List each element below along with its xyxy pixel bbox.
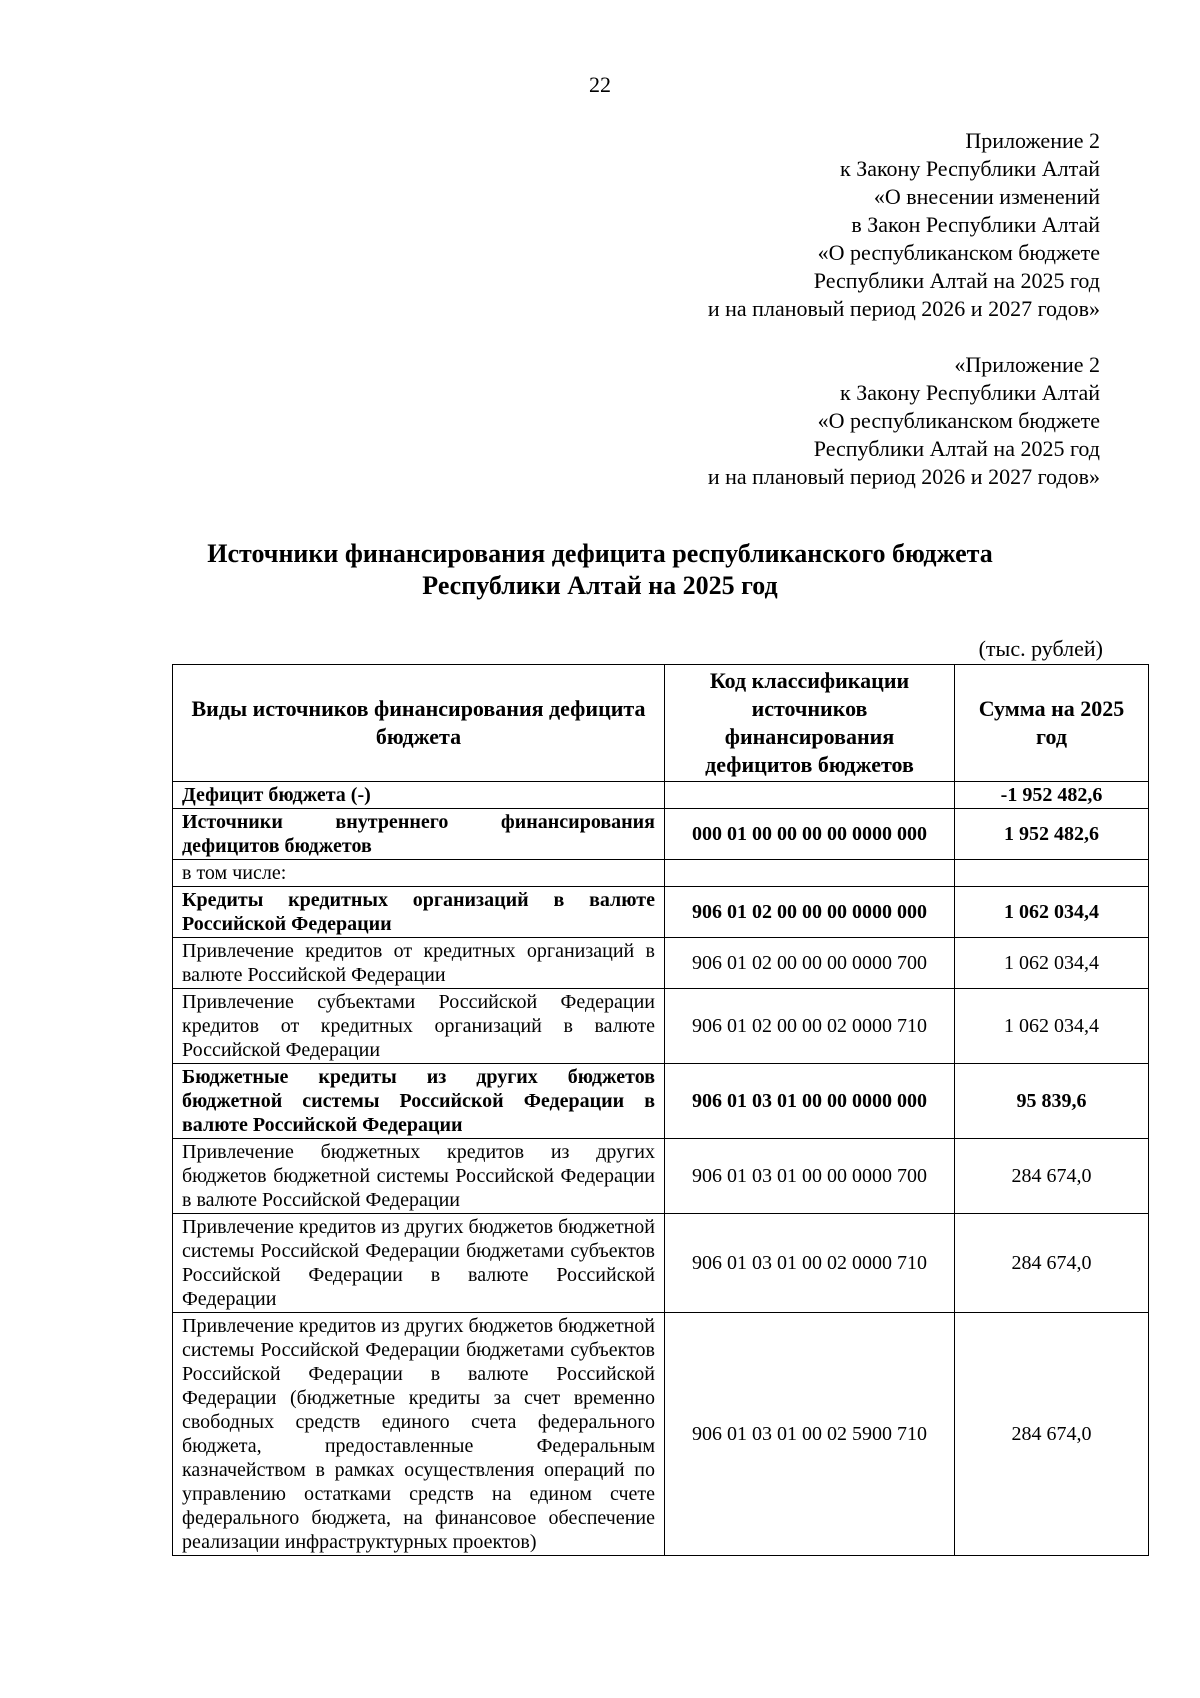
column-header-source-type: Виды источников финансирования дефицита бюджета xyxy=(173,665,665,782)
appendix-header xyxy=(500,127,1100,323)
cell-amount: 284 674,0 xyxy=(955,1139,1149,1214)
cell-amount xyxy=(955,860,1149,887)
table-row xyxy=(173,989,1149,1064)
cell-amount: 1 952 482,6 xyxy=(955,809,1149,860)
appendix-header-line: Приложение 2 xyxy=(965,128,1100,153)
table-row xyxy=(173,1139,1149,1214)
cell-classification-code: 906 01 02 00 00 00 0000 000 xyxy=(665,887,955,938)
appendix-header-line: и на плановый период 2026 и 2027 годов» xyxy=(707,296,1100,321)
appendix-header-line: к Закону Республики Алтай xyxy=(840,380,1100,405)
cell-source-name: Кредиты кредитных организаций в валюте Российской Федерации xyxy=(173,887,665,938)
table-row xyxy=(173,860,1149,887)
table-row xyxy=(173,1214,1149,1313)
cell-source-name: Бюджетные кредиты из других бюджетов бюджетной системы Российской Федерации в валюте Российской Федерации xyxy=(173,1064,665,1139)
table-header-row xyxy=(173,665,1149,782)
budget-deficit-table xyxy=(172,664,1149,1556)
cell-amount: 95 839,6 xyxy=(955,1064,1149,1139)
table-row xyxy=(173,1064,1149,1139)
appendix-header-line: «Приложение 2 xyxy=(954,352,1100,377)
cell-amount: 1 062 034,4 xyxy=(955,887,1149,938)
table-row xyxy=(173,809,1149,860)
document-title xyxy=(0,538,1200,602)
page-number: 22 xyxy=(589,72,611,97)
cell-classification-code xyxy=(665,782,955,809)
cell-source-name: Привлечение бюджетных кредитов из других бюджетов бюджетной системы Российской Федерации в валюте Российской Федерации xyxy=(173,1139,665,1214)
cell-amount: 284 674,0 xyxy=(955,1214,1149,1313)
cell-amount: 284 674,0 xyxy=(955,1313,1149,1556)
table-row xyxy=(173,782,1149,809)
appendix-header-line: в Закон Республики Алтай xyxy=(851,212,1100,237)
appendix-header-line: Республики Алтай на 2025 год xyxy=(813,436,1100,461)
document-title-line-2: Республики Алтай на 2025 год xyxy=(422,571,778,600)
cell-classification-code xyxy=(665,860,955,887)
appendix-header-line: «О внесении изменений xyxy=(873,184,1100,209)
cell-source-name: Привлечение субъектами Российской Федерации кредитов от кредитных организаций в валюте Российской Федерации xyxy=(173,989,665,1064)
appendix-header-line: Республики Алтай на 2025 год xyxy=(813,268,1100,293)
cell-classification-code: 906 01 03 01 00 00 0000 000 xyxy=(665,1064,955,1139)
cell-source-name: Привлечение кредитов из других бюджетов бюджетной системы Российской Федерации бюджетами субъектов Российской Федерации в валюте Российской Федерации (бюджетные кредиты за счет временно свободных средств единого счета федерального бюджета, предоставленные Федеральным казначейством в рамках осуществления операций по управлению остатками средств на едином счете федерального бюджета, на финансовое обеспечение реализации инфраструктурных проектов) xyxy=(173,1313,665,1556)
cell-classification-code: 906 01 03 01 00 02 5900 710 xyxy=(665,1313,955,1556)
document-title-line-1: Источники финансирования дефицита республиканского бюджета xyxy=(207,539,993,568)
table-row xyxy=(173,887,1149,938)
appendix-header-original xyxy=(500,351,1100,491)
cell-classification-code: 906 01 02 00 00 02 0000 710 xyxy=(665,989,955,1064)
cell-amount: 1 062 034,4 xyxy=(955,989,1149,1064)
appendix-header-line: «О республиканском бюджете xyxy=(817,240,1100,265)
cell-amount: -1 952 482,6 xyxy=(955,782,1149,809)
appendix-header-line: к Закону Республики Алтай xyxy=(840,156,1100,181)
cell-source-name: Дефицит бюджета (-) xyxy=(173,782,665,809)
appendix-header-line: и на плановый период 2026 и 2027 годов» xyxy=(707,464,1100,489)
cell-classification-code: 000 01 00 00 00 00 0000 000 xyxy=(665,809,955,860)
cell-classification-code: 906 01 03 01 00 00 0000 700 xyxy=(665,1139,955,1214)
cell-classification-code: 906 01 03 01 00 02 0000 710 xyxy=(665,1214,955,1313)
units-label: (тыс. рублей) xyxy=(978,636,1103,661)
cell-source-name: Привлечение кредитов от кредитных организаций в валюте Российской Федерации xyxy=(173,938,665,989)
table-row xyxy=(173,1313,1149,1556)
cell-source-name: Источники внутреннего финансирования дефицитов бюджетов xyxy=(173,809,665,860)
table-body xyxy=(173,782,1149,1556)
appendix-header-line: «О республиканском бюджете xyxy=(817,408,1100,433)
cell-classification-code: 906 01 02 00 00 00 0000 700 xyxy=(665,938,955,989)
column-header-amount: Сумма на 2025 год xyxy=(955,665,1149,782)
cell-amount: 1 062 034,4 xyxy=(955,938,1149,989)
column-header-classification-code: Код классификации источников финансирования дефицитов бюджетов xyxy=(665,665,955,782)
cell-source-name: Привлечение кредитов из других бюджетов бюджетной системы Российской Федерации бюджетами субъектов Российской Федерации в валюте Российской Федерации xyxy=(173,1214,665,1313)
table-row xyxy=(173,938,1149,989)
cell-source-name: в том числе: xyxy=(173,860,665,887)
